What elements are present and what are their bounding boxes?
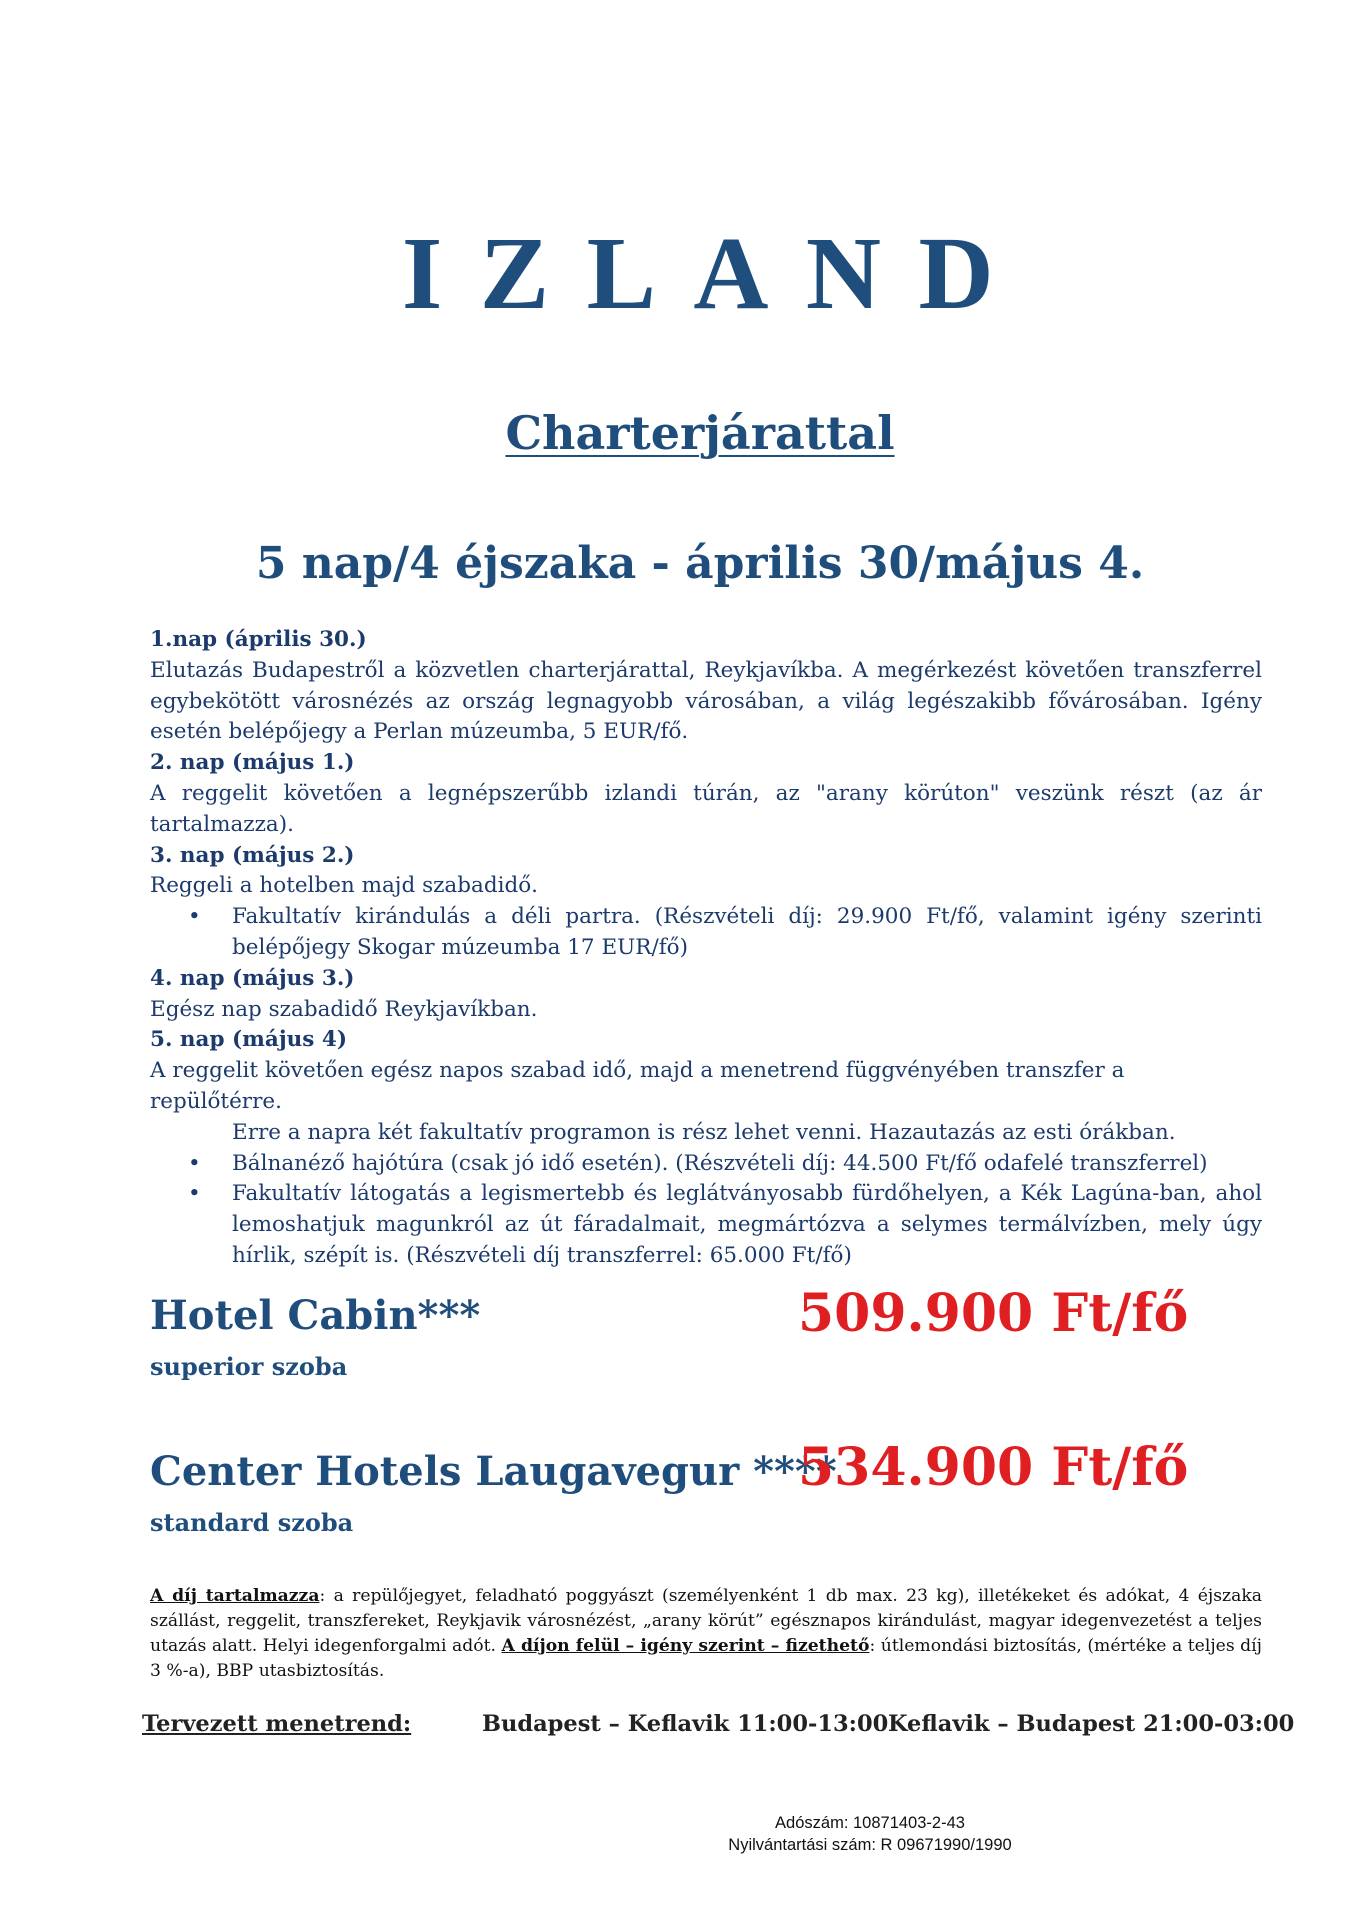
- day-text: Egész nap szabadidő Reykjavíkban.: [150, 996, 538, 1022]
- price-cabin: 509.900 Ft/fő: [798, 1283, 1189, 1344]
- optional-programs: [150, 1149, 1262, 1272]
- room-type-laugavegur: standard szoba: [150, 1508, 354, 1537]
- day-text: A reggelit követően a legnépszerűbb izlandi túrán, az "arany körúton" veszünk részt (az ár tartalmazza).: [150, 780, 1262, 837]
- day-4: [150, 964, 1262, 1026]
- hotel-name-cabin: Hotel Cabin***: [150, 1292, 481, 1339]
- list-item: • Fakultatív kirándulás a déli partra. (Részvételi díj: 29.900 Ft/fő, valamint igény szerinti belépőjegy Skogar múzeumba 17 EUR/fő): [232, 902, 1262, 964]
- price-includes: A díj tartalmazza: a repülőjegyet, feladható poggyászt (személyenként 1 db max. 23 kg), illetékeket és adókat, 4 éjszaka szállást, reggelit, transzfereket, Reykjavik városnézést, „arany körút” egésznapos kirándulást, magyar idegenvezetést a teljes utazás alatt. Helyi idegenforgalmi adót. A díjon felül – igény szerint – fizethető: útlemondási biztosítás, (mértéke a teljes díj 3 %-a), BBP utasbiztosítás.: [150, 1586, 1263, 1681]
- hotel-name-laugavegur: Center Hotels Laugavegur ****: [150, 1448, 837, 1495]
- trip-dates: 5 nap/4 éjszaka - április 30/május 4.: [255, 538, 1145, 589]
- day-heading: 2. nap (május 1.): [150, 750, 355, 776]
- day-heading: 4. nap (május 3.): [150, 965, 355, 991]
- extra-cost-text: útlemondási biztosítás, (mértéke a teljes díj 3 %-a), BBP utasbiztosítás.: [150, 1636, 1263, 1681]
- room-type-cabin: superior szoba: [150, 1352, 348, 1381]
- tax-id: Adószám: 10871403-2-43: [775, 1814, 965, 1832]
- day-heading: 1.nap (április 30.): [150, 627, 367, 652]
- schedule-outbound: Budapest – Keflavik 11:00-13:00: [482, 1711, 889, 1737]
- day-1: [150, 625, 1262, 748]
- list-item: • Bálnanéző hajótúra (csak jó idő esetén). (Részvételi díj: 44.500 Ft/fő odafelé transzferrel): [232, 1149, 1262, 1180]
- page-title: IZLAND: [401, 216, 1032, 331]
- day-text: Reggeli a hotelben majd szabadidő.: [150, 873, 539, 899]
- registration-number: Nyilvántartási szám: R 09671990/1990: [728, 1836, 1012, 1854]
- day-2: [150, 748, 1262, 840]
- includes-label: A díj tartalmazza: [150, 1586, 320, 1606]
- schedule-label: Tervezett menetrend:: [142, 1711, 412, 1737]
- day-3: [150, 841, 1262, 964]
- day-text: A reggelit követően egész napos szabad idő, majd a menetrend függvényében transzfer a repülőtérre.: [150, 1058, 1125, 1114]
- day-heading: 3. nap (május 2.): [150, 842, 355, 868]
- list-item: • Fakultatív látogatás a legismertebb és leglátványosabb fürdőhelyen, a Kék Lagúna-ban, ahol lemoshatjuk magunkról az út fáradalmait, megmártózva a selymes termálvízben, mely úgy hírlik, szépít is. (Részvételi díj transzferrel: 65.000 Ft/fő): [232, 1179, 1262, 1271]
- day-text: Elutazás Budapestről a közvetlen charterjárattal, Reykjavíkba. A megérkezést követően transzferrel egybekötött városnézés az ország legnagyobb városában, a világ legészakibb fővárosában. Igény esetén belépőjegy a Perlan múzeumba, 5 EUR/fő.: [150, 657, 1262, 745]
- optional-programs: [150, 902, 1262, 964]
- day-heading: 5. nap (május 4): [150, 1027, 347, 1053]
- day-extra-text: Erre a napra két fakultatív programon is rész lehet venni. Hazautazás az esti órákban.: [232, 1119, 1176, 1145]
- itinerary: [150, 625, 1262, 1272]
- includes-text: a repülőjegyet, feladható poggyászt (személyenként 1 db max. 23 kg), illetékeket és adókat, 4 éjszaka szállást, reggelit, transzfereket, Reykjavik városnézést, „arany körút” egésznapos kirándulást, magyar idegenvezetést a teljes utazás alatt. Helyi idegenforgalmi adót.: [150, 1586, 1262, 1656]
- schedule-return: Keflavik – Budapest 21:00-03:00: [888, 1711, 1295, 1737]
- price-laugavegur: 534.900 Ft/fő: [798, 1437, 1189, 1498]
- subtitle: Charterjárattal: [505, 406, 895, 460]
- extra-cost-label: A díjon felül – igény szerint – fizethető: [501, 1636, 870, 1656]
- day-5: [150, 1025, 1262, 1271]
- footer: [0, 1812, 1358, 1856]
